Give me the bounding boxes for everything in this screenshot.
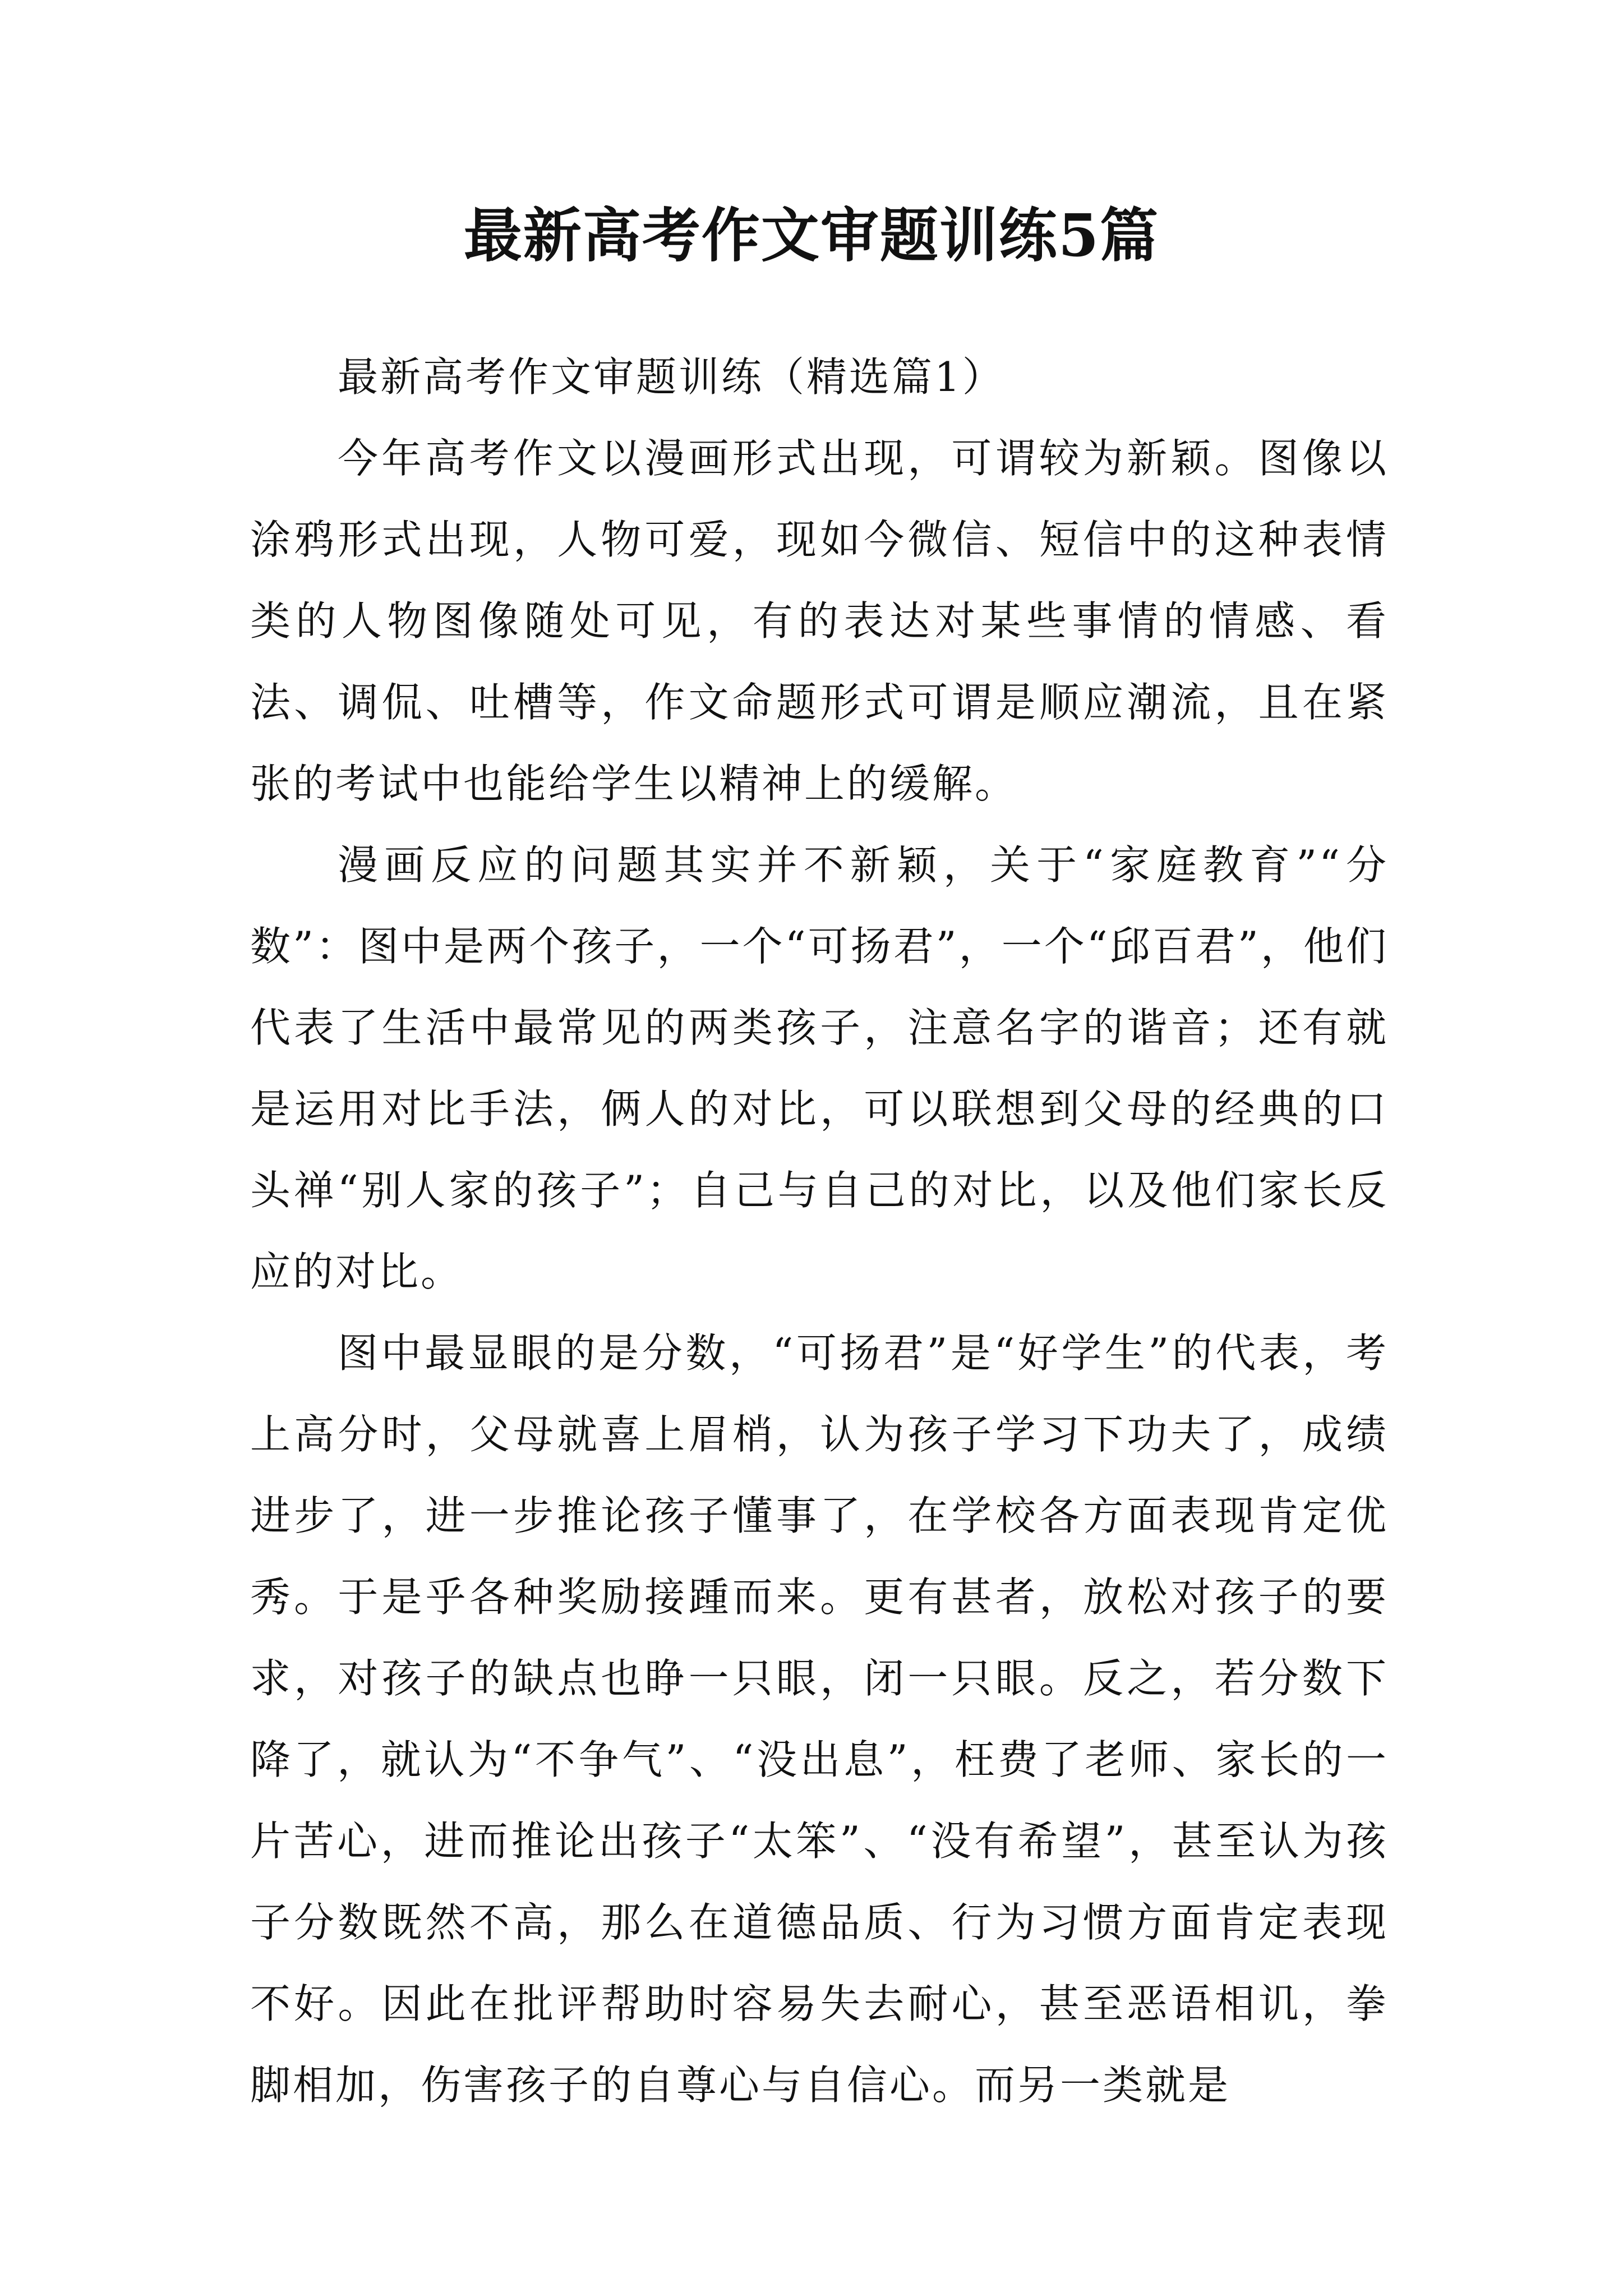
paragraph-3: 图中最显眼的是分数，“可扬君”是“好学生”的代表，考上高分时，父母就喜上眉梢，认为孩子学习下功夫了，成绩进步了，进一步推论孩子懂事了，在学校各方面表现肯定优秀。于是乎各种奖励接踵而来。更有甚者，放松对孩子的要求，对孩子的缺点也睁一只眼，闭一只眼。反之，若分数下降了，就认为“不争气”、“没出息”，枉费了老师、家长的一片苦心，进而推论出孩子“太笨”、“没有希望”，甚至认为孩子分数既然不高，那么在道德品质、行为习惯方面肯定表现不好。因此在批评帮助时容易失去耐心，甚至恶语相讥，拳脚相加，伤害孩子的自尊心与自信心。而另一类就是 (250, 1329, 1389, 2109)
paragraph-2: 漫画反应的问题其实并不新颖，关于“家庭教育”“分数”：图中是两个孩子，一个“可扬君”，一个“邱百君”，他们代表了生活中最常见的两类孩子，注意名字的谐音；还有就是运用对比手法，俩人的对比，可以联想到父母的经典的口头禅“别人家的孩子”；自己与自己的对比，以及他们家长反应的对比。 (250, 841, 1389, 1295)
paragraph-1: 今年高考作文以漫画形式出现，可谓较为新颖。图像以涂鸦形式出现，人物可爱，现如今微信、短信中的这种表情类的人物图像随处可见，有的表达对某些事情的情感、看法、调侃、吐槽等，作文命题形式可谓是顺应潮流，且在紧张的考试中也能给学生以精神上的缓解。 (250, 435, 1389, 807)
section-heading: 最新高考作文审题训练（精选篇1） (338, 353, 1005, 401)
document-title: 最新高考作文审题训练5篇 (463, 201, 1160, 270)
document-body (250, 337, 1389, 2126)
